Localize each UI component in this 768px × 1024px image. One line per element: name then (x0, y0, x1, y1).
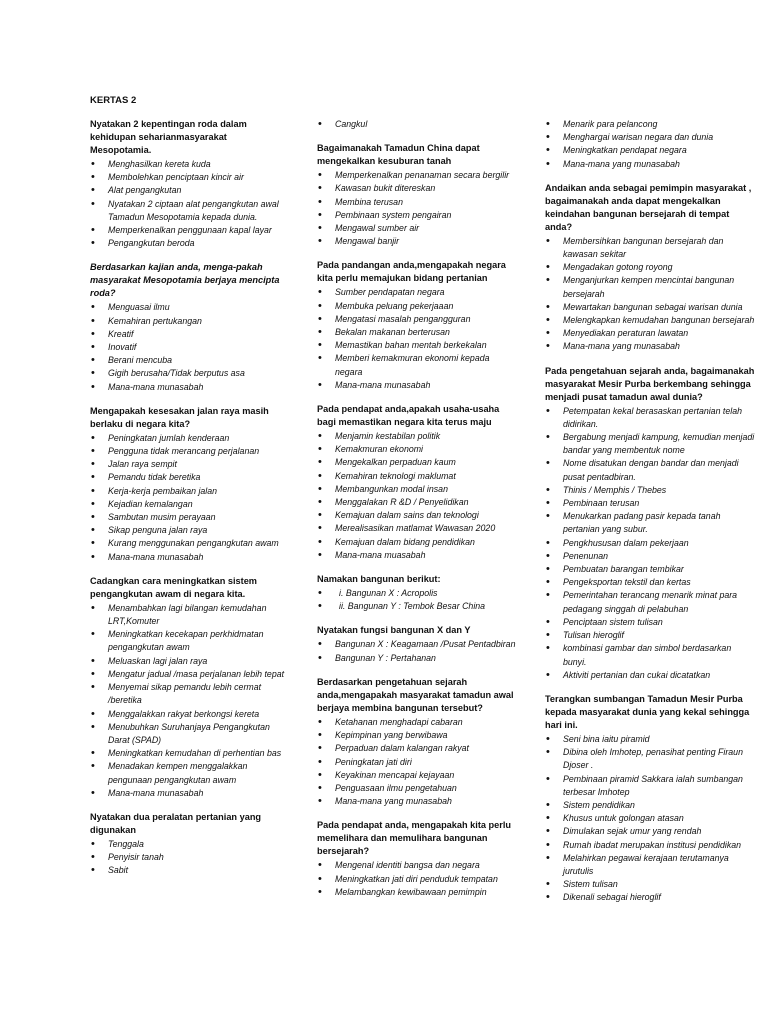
answer-item: • Dimulakan sejak umur yang rendah (545, 825, 757, 838)
question-heading: Nyatakan 2 kepentingan roda dalam kehidupan seharianmasyarakat Mesopotamia. (90, 119, 247, 155)
answer-item: • Inovatif (90, 341, 285, 354)
answer-item: • Memperkenalkan penanaman secara bergilir (317, 169, 517, 182)
question-heading: Nyatakan dua peralatan pertanian yang digunakan (90, 811, 262, 835)
answer-list (545, 235, 757, 354)
question-section (545, 118, 757, 171)
answer-item: • Penguasaan ilmu pengetahuan (317, 782, 517, 795)
question-section (317, 819, 517, 899)
answer-item: • Penciptaan sistem tulisan (545, 616, 757, 629)
answer-item: • Keyakinan mencapai kejayaan (317, 769, 517, 782)
answer-item: • Kurang menggunakan pengangkutan awam (90, 537, 285, 550)
answer-item: • Pemandu tidak beretika (90, 471, 285, 484)
answer-item: • Sikap penguna jalan raya (90, 524, 285, 537)
question-heading: Pada pengetahuan sejarah anda, bagaimanakah masyarakat Mesir Purba berkembang sehingga menjadi pusat tamadun awal dunia? (545, 365, 755, 402)
answer-item: • Tulisan hieroglif (545, 629, 757, 642)
question-heading: Pada pandangan anda,mengapakah negara kita perlu memajukan bidang pertanian (317, 260, 506, 284)
answer-item: • Bekalan makanan berterusan (317, 326, 517, 339)
answer-item: • Pembuatan barangan tembikar (545, 563, 757, 576)
answer-item: • Kreatif (90, 328, 285, 341)
answer-item: • Menghasilkan kereta kuda (90, 158, 285, 171)
answer-list (545, 118, 757, 171)
answer-item: • Melambangkan kewibawaan pemimpin (317, 886, 517, 899)
answer-item: • Kemajuan dalam sains dan teknologi (317, 509, 517, 522)
question-section (317, 142, 517, 248)
answer-item: • Pengeksportan tekstil dan kertas (545, 576, 757, 589)
question-section (545, 182, 757, 354)
question-section (90, 261, 285, 393)
answer-list (317, 118, 517, 131)
answer-item: • Alat pengangkutan (90, 184, 285, 197)
answer-item: • Penenunan (545, 550, 757, 563)
answer-item: • Menubuhkan Suruhanjaya Pengangkutan Darat (SPAD) (90, 721, 285, 747)
answer-item: • Berani mencuba (90, 354, 285, 367)
answer-item: • Sumber pendapatan negara (317, 286, 517, 299)
answer-item: • Menggalakkan rakyat berkongsi kereta (90, 708, 285, 721)
answer-item: • Melahirkan pegawai kerajaan terutamanya jurutulis (545, 852, 757, 878)
answer-item: • Mana-mana yang munasabah (317, 795, 517, 808)
answer-item: • Perpaduan dalam kalangan rakyat (317, 742, 517, 755)
answer-item: • Petempatan kekal berasaskan pertanian telah didirikan. (545, 405, 757, 431)
answer-item: • Nome disatukan dengan bandar dan menjadi pusat pentadbiran. (545, 457, 757, 483)
answer-item: • Peningkatan jati diri (317, 756, 517, 769)
answer-item: • Menganjurkan kempen mencintai bangunan bersejarah (545, 274, 757, 300)
answer-item: • Mewartakan bangunan sebagai warisan dunia (545, 301, 757, 314)
question-heading: Nyatakan fungsi bangunan X dan Y (317, 625, 471, 636)
answer-list (317, 859, 517, 899)
answer-item: • Menggalakan R &D / Penyelidikan (317, 496, 517, 509)
answer-item: • Meningkatkan jati diri penduduk tempatan (317, 873, 517, 886)
answer-item: • Menambahkan lagi bilangan kemudahan LRT,Komuter (90, 602, 285, 628)
answer-item: • Bergabung menjadi kampung, kemudian menjadi bandar yang membentuk nome (545, 431, 757, 457)
answer-item: • Meningkatkan kemudahan di perhentian bas (90, 747, 285, 760)
answer-item: • Mengatasi masalah pengangguran (317, 313, 517, 326)
answer-item: • Thinis / Memphis / Thebes (545, 484, 757, 497)
answer-item: • Jalan raya sempit (90, 458, 285, 471)
answer-list (90, 158, 285, 250)
answer-item: • Menarik para pelancong (545, 118, 757, 131)
answer-item: • Pembinaan terusan (545, 497, 757, 510)
column-1 (90, 118, 285, 889)
answer-item: • Kemajuan dalam bidang pendidikan (317, 536, 517, 549)
answer-list (90, 602, 285, 800)
question-section (317, 573, 517, 613)
answer-item: • Mengadakan gotong royong (545, 261, 757, 274)
answer-item: • Kemahiran teknologi maklumat (317, 470, 517, 483)
column-3 (545, 118, 757, 916)
answer-item: • Bangunan X : Keagamaan /Pusat Pentadbiran (317, 638, 517, 651)
answer-item: • Menguasai ilmu (90, 301, 285, 314)
answer-item: • Memberi kemakmuran ekonomi kepada negara (317, 352, 517, 378)
answer-list (317, 638, 517, 664)
answer-item: • Membersihkan bangunan bersejarah dan kawasan sekitar (545, 235, 757, 261)
answer-item: • Memperkenalkan penggunaan kapal layar (90, 224, 285, 237)
answer-list (90, 838, 285, 878)
answer-item: • Meluaskan lagi jalan raya (90, 655, 285, 668)
answer-item: • Tenggala (90, 838, 285, 851)
answer-item: • Menadakan kempen menggalakkan pengunaan pengangkutan awam (90, 760, 285, 786)
answer-item: • Pengangkutan beroda (90, 237, 285, 250)
answer-item: • Melengkapkan kemudahan bangunan bersejarah (545, 314, 757, 327)
answer-item: • Sistem pendidikan (545, 799, 757, 812)
answer-item: • Membolehkan penciptaan kincir air (90, 171, 285, 184)
answer-item: • Membangunkan modal insan (317, 483, 517, 496)
answer-item: • Meningkatkan pendapat negara (545, 144, 757, 157)
question-section (317, 676, 517, 808)
answer-item: • Mana-mana munasabah (90, 551, 285, 564)
answer-item: • Dibina oleh Imhotep, penasihat penting Firaun Djoser . (545, 746, 757, 772)
answer-item: • Mana-mana munasabah (90, 787, 285, 800)
answer-item: • Dikenali sebagai hieroglif (545, 891, 757, 904)
answer-item: • Rumah ibadat merupakan institusi pendidikan (545, 839, 757, 852)
question-heading: Berdasarkan pengetahuan sejarah anda,mengapakah masyarakat tamadun awal berjaya membina bangunan tersebut? (317, 676, 514, 713)
answer-item: • Nyatakan 2 ciptaan alat pengangkutan awal Tamadun Mesopotamia kepada dunia. (90, 198, 285, 224)
answer-list (317, 430, 517, 562)
answer-item: • Bangunan Y : Pertahanan (317, 652, 517, 665)
question-section (90, 118, 285, 250)
answer-item: • Cangkul (317, 118, 517, 131)
question-section (317, 624, 517, 664)
answer-list (317, 716, 517, 808)
answer-item: • Memastikan bahan mentah berkekalan (317, 339, 517, 352)
question-heading: Bagaimanakah Tamadun China dapat mengekalkan kesuburan tanah (317, 143, 480, 167)
question-section (545, 693, 757, 905)
answer-list (545, 405, 757, 682)
question-section (317, 403, 517, 562)
answer-item: • Pembinaan piramid Sakkara ialah sumbangan terbesar Imhotep (545, 773, 757, 799)
answer-item: • Membuka peluang pekerjaaan (317, 300, 517, 313)
question-heading: Andaikan anda sebagai pemimpin masyarakat , bagaimanakah anda dapat mengekalkan keindahan bangunan bersejarah di tempat anda? (545, 182, 752, 232)
answer-item: • Aktiviti pertanian dan cukai dicatatkan (545, 669, 757, 682)
document-title: KERTAS 2 (90, 95, 137, 106)
question-section (545, 365, 757, 682)
answer-item: • Peningkatan jumlah kenderaan (90, 432, 285, 445)
answer-item: • Gigih berusaha/Tidak berputus asa (90, 367, 285, 380)
answer-list (90, 301, 285, 393)
answer-item: • Seni bina iaitu piramid (545, 733, 757, 746)
answer-item: • Mengatur jadual /masa perjalanan lebih tepat (90, 668, 285, 681)
question-section (90, 575, 285, 800)
answer-item: • Kemakmuran ekonomi (317, 443, 517, 456)
question-heading: Terangkan sumbangan Tamadun Mesir Purba kepada masyarakat dunia yang kekal sehingga hari ini. (545, 693, 750, 730)
answer-item: • Ketahanan menghadapi cabaran (317, 716, 517, 729)
answer-item: • Mana-mana munasabah (90, 381, 285, 394)
answer-item: • Menjamin kestabilan politik (317, 430, 517, 443)
answer-item: • Kejadian kemalangan (90, 498, 285, 511)
question-section (90, 811, 285, 878)
answer-item: • Sistem tulisan (545, 878, 757, 891)
answer-item: • Mengawal sumber air (317, 222, 517, 235)
answer-item: • ii. Bangunan Y : Tembok Besar China (317, 600, 517, 613)
answer-item: • Kemahiran pertukangan (90, 315, 285, 328)
answer-list (545, 733, 757, 905)
answer-item: • Merealisasikan matlamat Wawasan 2020 (317, 522, 517, 535)
column-2 (317, 118, 517, 910)
answer-item: • Mana-mana muasabah (317, 549, 517, 562)
question-section (317, 259, 517, 392)
answer-item: • Membina terusan (317, 196, 517, 209)
answer-item: • Mengawal banjir (317, 235, 517, 248)
answer-item: • Menyemai sikap pemandu lebih cermat /beretika (90, 681, 285, 707)
question-section (90, 405, 285, 564)
answer-item: • Pengkhususan dalam pekerjaan (545, 537, 757, 550)
answer-item: • kombinasi gambar dan simbol berdasarkan bunyi. (545, 642, 757, 668)
question-heading: Pada pendapat anda,apakah usaha-usaha bagi memastikan negara kita terus maju (317, 404, 500, 428)
answer-item: • Pengguna tidak merancang perjalanan (90, 445, 285, 458)
answer-item: • Mengenal identiti bangsa dan negara (317, 859, 517, 872)
answer-item: • Sabit (90, 864, 285, 877)
answer-item: • Mana-mana yang munasabah (545, 158, 757, 171)
answer-item: • Khusus untuk golongan atasan (545, 812, 757, 825)
answer-item: • Pembinaan system pengairan (317, 209, 517, 222)
answer-list (317, 169, 517, 248)
question-heading: Mengapakah kesesakan jalan raya masih berlaku di negara kita? (90, 405, 269, 429)
answer-item: • Menyediakan peraturan lawatan (545, 327, 757, 340)
answer-list (90, 432, 285, 564)
question-heading: Pada pendapat anda, mengapakah kita perlu memelihara dan memulihara bangunan bersejarah? (317, 820, 512, 857)
answer-list (317, 587, 517, 613)
question-heading: Cadangkan cara meningkatkan sistem pengangkutan awam di negara kita. (90, 575, 257, 599)
answer-item: • Mana-mana yang munasabah (545, 340, 757, 353)
answer-item: • Penyisir tanah (90, 851, 285, 864)
answer-item: • Pemerintahan terancang menarik minat para pedagang singgah di pelabuhan (545, 589, 757, 615)
answer-item: • Meningkatkan kecekapan perkhidmatan pengangkutan awam (90, 628, 285, 654)
question-section (317, 118, 517, 131)
answer-item: • Kawasan bukit ditereskan (317, 182, 517, 195)
answer-item: • Menukarkan padang pasir kepada tanah pertanian yang subur. (545, 510, 757, 536)
question-heading: Namakan bangunan berikut: (317, 574, 441, 585)
answer-item: • Mengekalkan perpaduan kaum (317, 456, 517, 469)
answer-item: • Kerja-kerja pembaikan jalan (90, 485, 285, 498)
answer-item: • Kepimpinan yang berwibawa (317, 729, 517, 742)
answer-item: • Mana-mana munasabah (317, 379, 517, 392)
answer-item: • Menghargai warisan negara dan dunia (545, 131, 757, 144)
question-heading: Berdasarkan kajian anda, menga-pakah masyarakat Mesopotamia berjaya mencipta roda? (90, 262, 280, 299)
answer-item: • i. Bangunan X : Acropolis (317, 587, 517, 600)
answer-list (317, 286, 517, 392)
answer-item: • Sambutan musim perayaan (90, 511, 285, 524)
